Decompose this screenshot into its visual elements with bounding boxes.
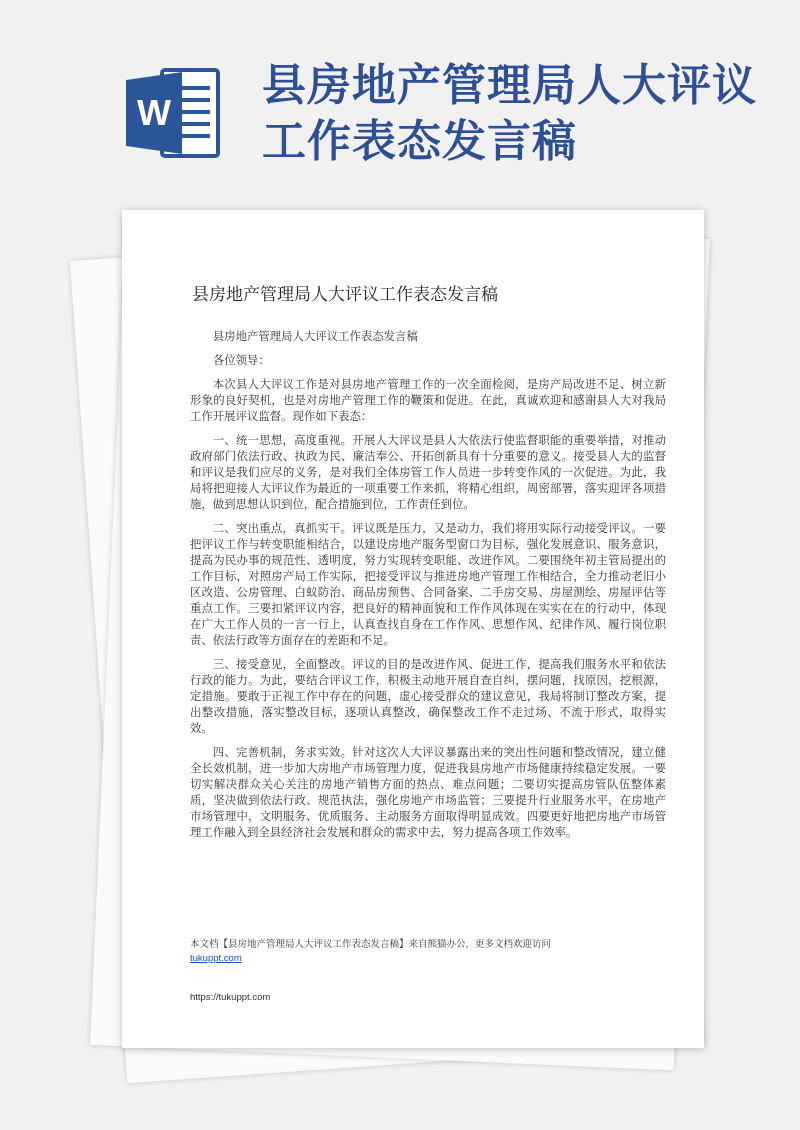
source-link[interactable]: tukuppt.com — [190, 953, 242, 964]
document-page — [122, 210, 704, 1048]
paragraph-section-2: 二、突出重点，真抓实干。评议既是压力，又是动力，我们将用实际行动接受评议。一要把评议工作与转变职能相结合，以建设房地产服务型窗口为目标，强化发展意识、服务意识，提高为民办事的规范性、透明度，努力实现转变职能、改进作风。二要围绕年初主管局提出的工作目标，对照房产局工作实际，把接受评议与推进房地产管理工作相结合，全力推动老旧小区改造、公房管理、白蚁防治、商品房预售、合同备案、二手房交易、房屋测绘、房屋评估等重点工作。三要扣紧评议内容，把良好的精神面貌和工作作风体现在实实在在的行动中，体现在广大工作人员的一言一行上，认真查找自身在工作作风、思想作风、纪律作风、履行岗位职责、依法行政等方面存在的差距和不足。 — [190, 521, 666, 647]
document-title: 县房地产管理局人大评议工作表态发言稿 — [192, 285, 498, 305]
source-note-text: 本文档【县房地产管理局人大评议工作表态发言稿】来自熊猫办公，更多文档欢迎访问 — [190, 939, 552, 950]
paragraph-intro: 本次县人大评议工作是对县房地产管理工作的一次全面检阅，是房产局改进不足、树立新形象的良好契机，也是对房地产管理工作的鞭策和促进。在此，真诚欢迎和感谢县人大对我局工作开展评议监督。现作如下表态： — [190, 377, 666, 423]
paragraph-heading: 县房地产管理局人大评议工作表态发言稿 — [212, 329, 418, 343]
document-body — [190, 328, 666, 848]
word-icon-letter: W — [137, 92, 171, 133]
paragraph-section-3: 三、接受意见，全面整改。评议的目的是改进作风、促进工作，提高我们服务水平和依法行政的能力。为此，要结合评议工作，积极主动地开展自查自纠，摆问题，找原因，挖根源，定措施。要敢于正视工作中存在的问题，虚心接受群众的建议意见，我局将制订整改方案，提出整改措施，落实整改目标，逐项认真整改，确保整改工作不走过场、不流于形式，取得实效。 — [190, 657, 666, 735]
paragraph-section-4: 四、完善机制，务求实效。针对这次人大评议暴露出来的突出性问题和整改情况，建立健全长效机制，进一步加大房地产市场管理力度，促进我县房地产市场健康持续稳定发展。一要切实解决群众关心关注的房地产销售方面的热点、难点问题；二要切实提高房管队伍整体素质，坚决做到依法行政、规范执法，强化房地产市场监管；三要提升行业服务水平，在房地产市场管理中，文明服务、优质服务、主动服务方面取得明显成效。四要更好地把房地产市场管理工作融入到全县经济社会发展和群众的需求中去，努力提高各项工作效率。 — [190, 745, 666, 839]
banner-title: 县房地产管理局人大评议工作表态发言稿 — [262, 60, 757, 167]
word-doc-icon — [118, 58, 228, 168]
paragraph-section-1: 一、统一思想，高度重视。开展人大评议是县人大依法行使监督职能的重要举措，对推动政府部门依法行政、执政为民、廉洁奉公、开拓创新具有十分重要的意义。接受县人大的监督和评议是我们应尽的义务，是对我们全体房管工作人员进一步转变作风的一次促进。为此，我局将把迎接人大评议作为最近的一项重要工作来抓，将精心组织，周密部署，落实迎评各项措施，做到思想认识到位，配合措施到位，工作责任到位。 — [190, 433, 666, 511]
banner-header — [0, 0, 800, 200]
footer-url[interactable]: https://tukuppt.com — [190, 992, 271, 1003]
source-note — [190, 938, 666, 966]
paragraph-salutation: 各位领导： — [212, 353, 270, 367]
